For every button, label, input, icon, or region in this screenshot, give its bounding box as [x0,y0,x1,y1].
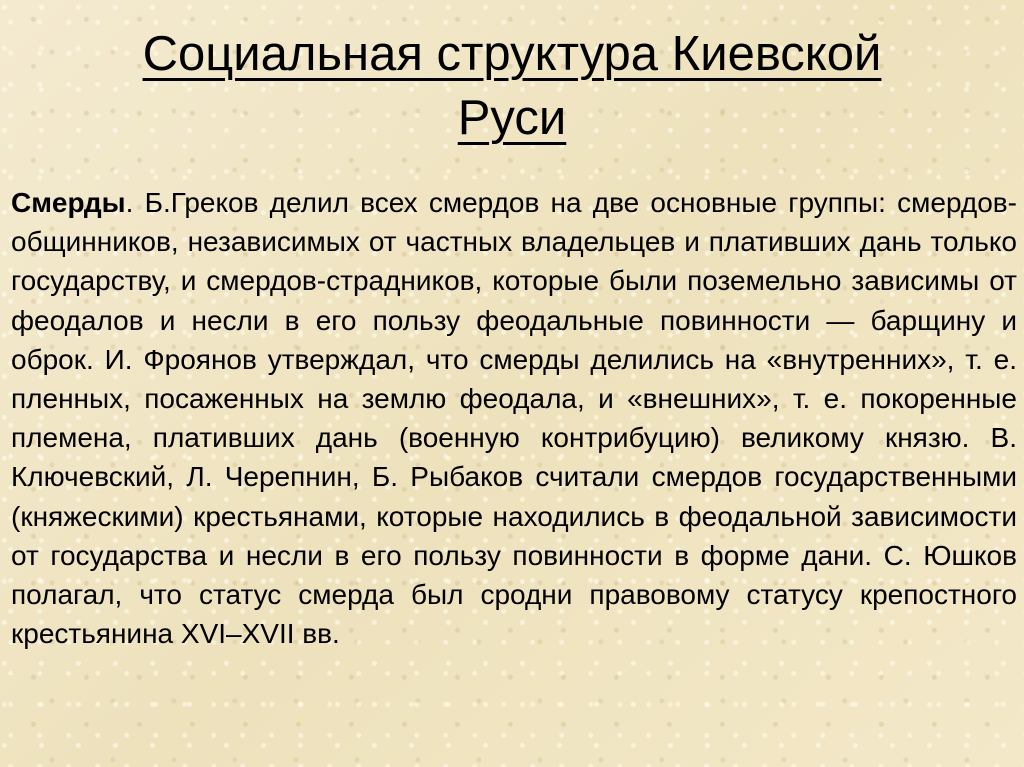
slide-title-line-1: Социальная структура Киевской [142,27,882,81]
slide-title [20,22,1004,150]
slide-title-line-2: Руси [457,91,567,145]
slide-body-paragraph [11,183,1017,653]
body-text: . Б.Греков делил всех смердов на две основные группы: смердов-общинников, независимых от частных владельцев и плативших дань только государству, и смердов-страдников, которые были поземельно зависимы от феодалов и несли в его пользу феодальные повинности — барщину и оброк. И. Фроянов утверждал, что смерды делились на «внутренних», т. е. пленных, посаженных на землю феодала, и «внешних», т. е. покоренные племена, плативших дань (военную контрибуцию) великому князю. В. Ключевский, Л. Черепнин, Б. Рыбаков считали смердов государственными (княжескими) крестьянами, которые находились в феодальной зависимости от государства и несли в его пользу повинности в форме дани. С. Юшков полагал, что статус смерда был сродни правовому статусу крепостного крестьянина XVI–XVII вв. [11,187,1017,650]
lead-term: Смерды [11,187,126,218]
